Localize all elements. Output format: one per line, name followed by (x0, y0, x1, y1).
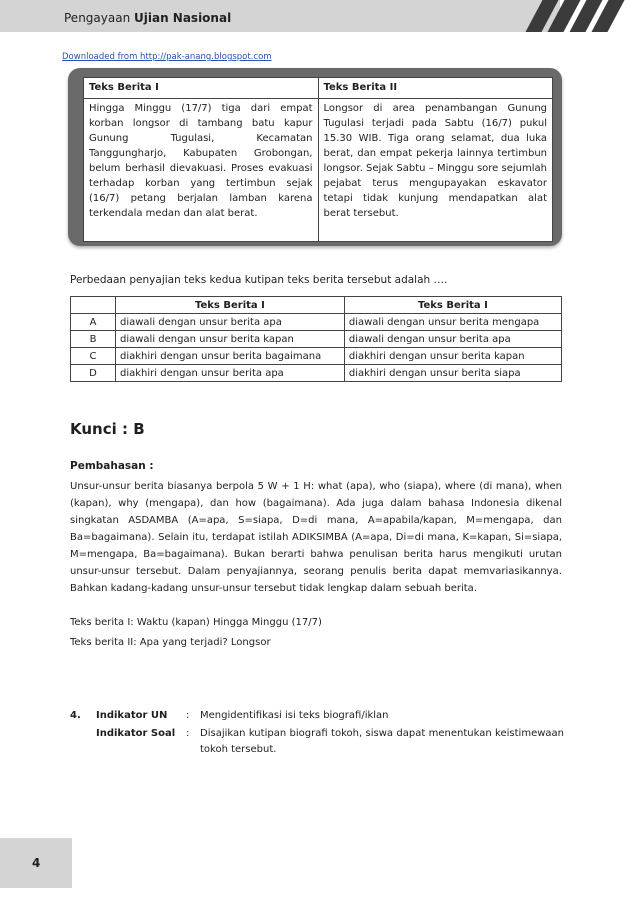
option-col1: diawali dengan unsur berita apa (116, 314, 345, 331)
download-link[interactable]: Downloaded from http://pak-anang.blogspot.com (62, 52, 272, 62)
news-header-1: Teks Berita I (84, 78, 319, 99)
option-col2: diawali dengan unsur berita mengapa (344, 314, 561, 331)
options-table (70, 296, 562, 382)
option-col1: diakhiri dengan unsur berita apa (116, 365, 345, 382)
options-header-1: Teks Berita I (116, 297, 345, 314)
option-col2: diakhiri dengan unsur berita kapan (344, 348, 561, 365)
news-header-2: Teks Berita II (318, 78, 553, 99)
page-number: 4 (32, 856, 41, 870)
option-row (71, 365, 562, 382)
options-header-blank (71, 297, 116, 314)
news-text-1: Hingga Minggu (17/7) tiga dari empat korban longsor di tambang batu kapur Gunung Tugulasi, Kecamatan Tanggungharjo, Kabupaten Grobongan, belum berhasil dievakuasi. Proses evakuasi terhadap korban yang tertimbun sejak (16/7) petang berjalan lamban karena terkendala medan dan alat berat. (84, 99, 319, 242)
indikator-block (70, 708, 564, 758)
option-letter: D (71, 365, 116, 382)
pembahasan-heading: Pembahasan : (70, 460, 154, 472)
option-letter: A (71, 314, 116, 331)
option-letter: C (71, 348, 116, 365)
indikator-soal-row (70, 726, 564, 758)
question-text: Perbedaan penyajian teks kedua kutipan teks berita tersebut adalah …. (70, 274, 448, 286)
indikator-spacer (70, 726, 96, 758)
option-row (71, 314, 562, 331)
indikator-colon: : (186, 728, 190, 739)
option-row (71, 331, 562, 348)
option-letter: B (71, 331, 116, 348)
option-col1: diawali dengan unsur berita kapan (116, 331, 345, 348)
options-header-2: Teks Berita I (344, 297, 561, 314)
indikator-un-row (70, 708, 564, 724)
indikator-colon: : (186, 710, 190, 721)
page-number-tab (0, 838, 72, 888)
news-table (83, 77, 553, 242)
indikator-soal-label: Indikator Soal (96, 728, 176, 739)
header-title-bold: Ujian Nasional (134, 11, 232, 25)
option-row (71, 348, 562, 365)
header-title-pre: Pengayaan (64, 11, 134, 25)
option-col1: diakhiri dengan unsur berita bagaimana (116, 348, 345, 365)
option-col2: diakhiri dengan unsur berita siapa (344, 365, 561, 382)
pembahasan-text: Unsur-unsur berita biasanya berpola 5 W + 1 H: what (apa), who (siapa), where (di mana), when (kapan), why (mengapa), dan how (bagaimana). Ada juga dalam bahasa Indonesia dikenal singkatan ASDAMBA (A=apa, S=siapa, D=di mana, A=apabila/kapan, M=mengapa, dan Ba=bagaimana). Selain itu, terdapat istilah ADIKSIMBA (A=apa, Di=di mana, K=kapan, Si=siapa, M=mengapa, Ba=bagaimana). Bukan berarti bahwa penulisan berita harus mengikuti urutan unsur-unsur tersebut. Dalam penyajiannya, seorang penulis berita dapat memvariasikannya. Bahkan kadang-kadang unsur-unsur tersebut tidak lengkap dalam sebuah berita. (70, 481, 562, 594)
teks-berita-1-line: Teks berita I: Waktu (kapan) Hingga Minggu (17/7) (70, 617, 322, 628)
indikator-soal-value: Disajikan kutipan biografi tokoh, siswa dapat menentukan keistimewaan tokoh tersebut. (200, 728, 564, 755)
header-title (64, 11, 231, 25)
answer-key: Kunci : B (70, 420, 145, 438)
page-header (0, 0, 638, 32)
indikator-un-label: Indikator UN (96, 710, 168, 721)
indikator-un-value: Mengidentifikasi isi teks biografi/iklan (200, 710, 389, 721)
teks-berita-2-line: Teks berita II: Apa yang terjadi? Longsor (70, 637, 271, 648)
option-col2: diawali dengan unsur berita apa (344, 331, 561, 348)
indikator-number: 4. (70, 710, 81, 721)
news-text-2: Longsor di area penambangan Gunung Tugulasi terjadi pada Sabtu (16/7) pukul 15.30 WIB. Tiga orang selamat, dua luka berat, dan empat pekerja lainnya tertimbun longsor. Sejak Sabtu – Minggu sore sejumlah pejabat terus mengupayakan eskavator tetapi tidak kunjung mendapatkan alat berat tersebut. (318, 99, 553, 242)
